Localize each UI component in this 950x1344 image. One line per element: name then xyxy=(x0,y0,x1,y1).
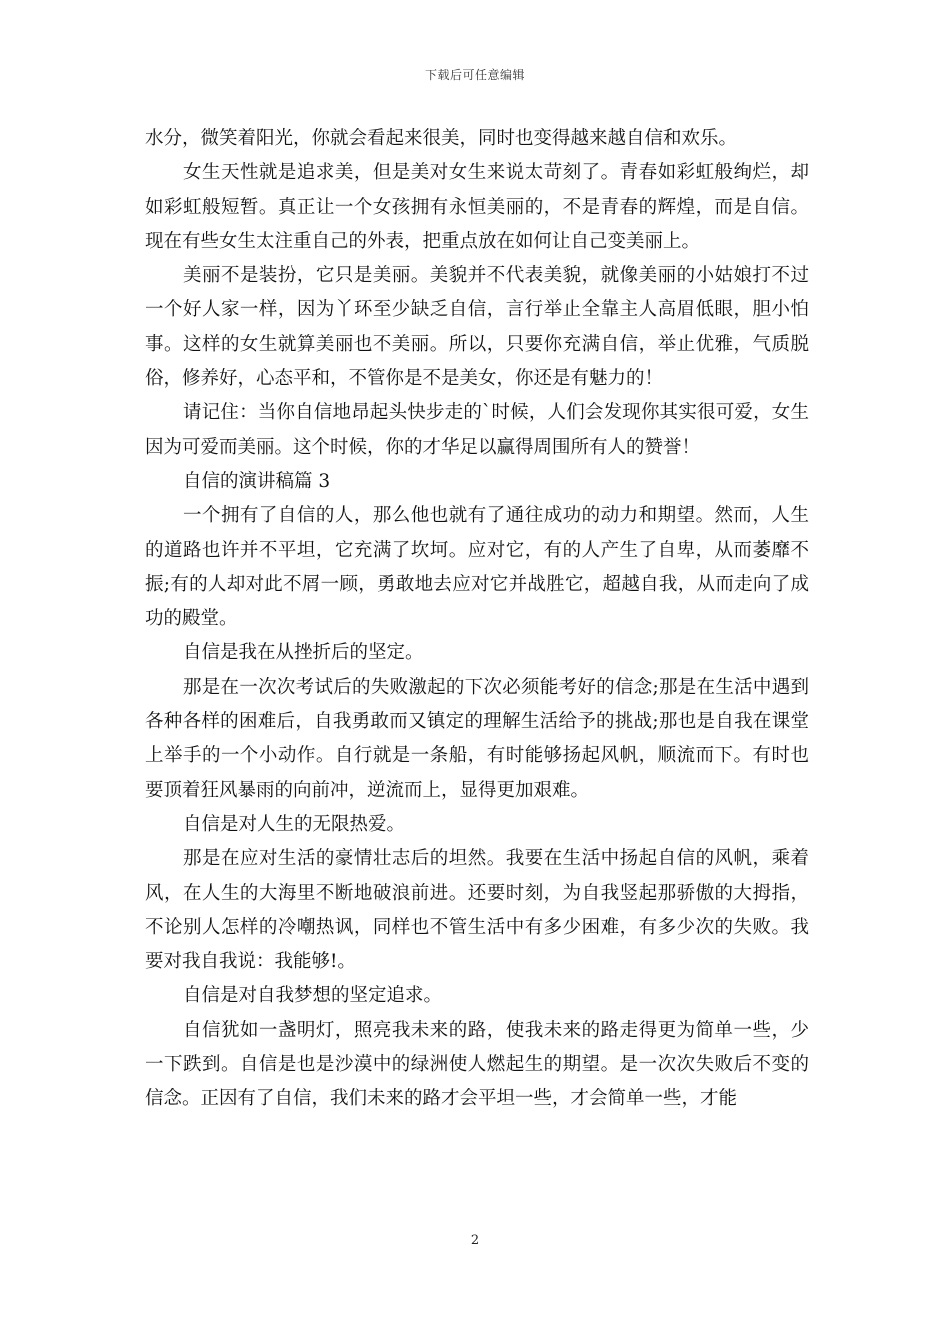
paragraph: 自信是对自我梦想的坚定追求。 xyxy=(183,985,443,1007)
paragraph: 自信犹如一盏明灯，照亮我未来的路，使我未来的路走得更为简单一些，少一下跌到。自信是也是沙漠中的绿洲使人燃起生的期望。是一次次失败后不变的信念。正因有了自信，我们未来的路才会平坦一些，才会简单一些，才能 xyxy=(145,1019,809,1110)
section-heading: 自信的演讲稿篇 3 xyxy=(183,470,331,492)
paragraph: 自信是我在从挫折后的坚定。 xyxy=(183,642,424,664)
paragraph: 一个拥有了自信的人，那么他也就有了通往成功的动力和期望。然而，人生的道路也许并不平坦，它充满了坎坷。应对它，有的人产生了自卑，从而萎靡不振;有的人却对此不屑一顾，勇敢地去应对它并战胜它，超越自我，从而走向了成功的殿堂。 xyxy=(145,505,809,630)
paragraph: 请记住：当你自信地昂起头快步走的`时候，人们会发现你其实很可爱，女生因为可爱而美丽。这个时候，你的才华足以赢得周围所有人的赞誉！ xyxy=(145,402,809,458)
page-number: 2 xyxy=(470,1233,480,1248)
paragraph: 自信是对人生的无限热爱。 xyxy=(183,813,406,835)
paragraph-continuation: 水分，微笑着阳光，你就会看起来很美，同时也变得越来越自信和欢乐。 xyxy=(145,128,738,149)
paragraph: 那是在一次次考试后的失败激起的下次必须能考好的信念;那是在生活中遇到各种各样的困难后，自我勇敢而又镇定的理解生活给予的挑战;那也是自我在课堂上举手的一个小动作。自行就是一条船，有时能够扬起风帆，顺流而下。有时也要顶着狂风暴雨的向前冲，逆流而上，显得更加艰难。 xyxy=(145,676,809,801)
paragraph: 女生天性就是追求美，但是美对女生来说太苛刻了。青春如彩虹般绚烂，却如彩虹般短暂。真正让一个女孩拥有永恒美丽的，不是青春的辉煌，而是自信。现在有些女生太注重自己的外表，把重点放在如何让自己变美丽上。 xyxy=(145,162,809,252)
document-body xyxy=(145,122,809,1117)
paragraph: 美丽不是装扮，它只是美丽。美貌并不代表美貌，就像美丽的小姑娘打不过一个好人家一样，因为丫环至少缺乏自信，言行举止全靠主人高眉低眼，胆小怕事。这样的女生就算美丽也不美丽。所以，只要你充满自信，举止优雅，气质脱俗，修养好，心态平和，不管你是不是美女，你还是有魅力的！ xyxy=(145,265,809,390)
paragraph: 那是在应对生活的豪情壮志后的坦然。我要在生活中扬起自信的风帆，乘着风，在人生的大海里不断地破浪前进。还要时刻，为自我竖起那骄傲的大拇指，不论别人怎样的冷嘲热讽，同样也不管生活中有多少困难，有多少次的失败。我要对我自我说：我能够!。 xyxy=(145,848,809,973)
page-header: 下载后可任意编辑 xyxy=(424,68,525,82)
